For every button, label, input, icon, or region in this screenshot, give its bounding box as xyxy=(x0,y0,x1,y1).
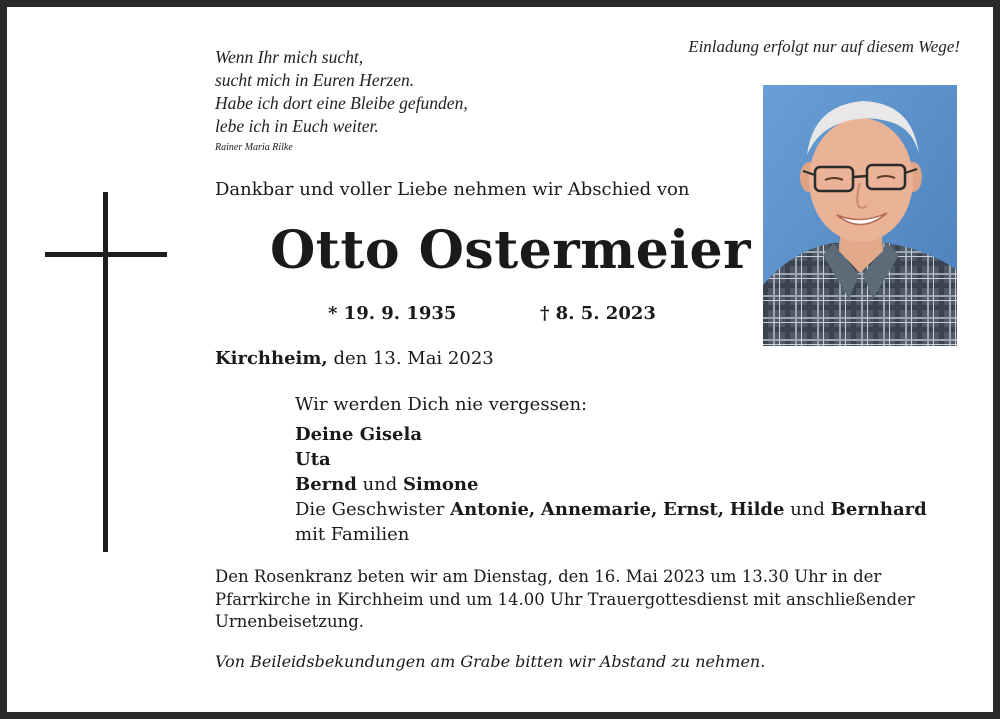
place-date xyxy=(215,348,494,369)
birth-date: * 19. 9. 1935 xyxy=(328,303,457,324)
death-date: † 8. 5. 2023 xyxy=(540,303,656,324)
sibling-name: Annemarie, xyxy=(540,499,658,520)
notice-date: den 13. Mai 2023 xyxy=(333,348,494,369)
portrait-illustration xyxy=(763,85,957,346)
poem-line: sucht mich in Euren Herzen. xyxy=(215,70,415,90)
mourner-child: Bernd xyxy=(295,474,357,495)
deceased-name: Otto Ostermeier xyxy=(270,220,752,281)
mourners-intro: Wir werden Dich nie vergessen: xyxy=(295,394,588,415)
sibling-name: Ernst, xyxy=(662,499,724,520)
poem-line: Habe ich dort eine Bleibe gefunden, xyxy=(215,93,468,113)
invite-note: Einladung erfolgt nur auf diesem Wege! xyxy=(688,37,960,56)
conjunction: und xyxy=(362,474,398,495)
siblings-label: Die Geschwister xyxy=(295,499,445,520)
poem-line: Wenn Ihr mich sucht, xyxy=(215,47,364,67)
condolence-note: Von Beileidsbekundungen am Grabe bitten wir Abstand zu nehmen. xyxy=(215,652,766,671)
farewell-intro: Dankbar und voller Liebe nehmen wir Abschied von xyxy=(215,179,690,200)
families-note: mit Familien xyxy=(295,524,410,545)
sibling-name: Hilde xyxy=(729,499,785,520)
sibling-name: Antonie, xyxy=(450,499,536,520)
service-details: Den Rosenkranz beten wir am Dienstag, den 16. Mai 2023 um 13.30 Uhr in der Pfarrkirche in Kirchheim und um 14.00 Uhr Trauergottesdienst mit anschließender Urnenbeisetzung. xyxy=(215,567,915,631)
sibling-name: Bernhard xyxy=(830,499,927,520)
latin-cross-icon-bar xyxy=(45,252,167,257)
poem-author: Rainer Maria Rilke xyxy=(215,142,293,153)
portrait-photo xyxy=(763,85,957,346)
mourner-spouse: Deine Gisela xyxy=(295,424,423,445)
poem-line: lebe ich in Euch weiter. xyxy=(215,116,379,136)
mourner-child: Uta xyxy=(295,449,331,470)
poem xyxy=(215,46,468,156)
conjunction: und xyxy=(790,499,825,520)
mourner-child-partner: Simone xyxy=(403,474,479,495)
place-name: Kirchheim, xyxy=(215,348,328,369)
latin-cross-icon xyxy=(103,192,108,552)
mourners-list xyxy=(295,392,927,547)
